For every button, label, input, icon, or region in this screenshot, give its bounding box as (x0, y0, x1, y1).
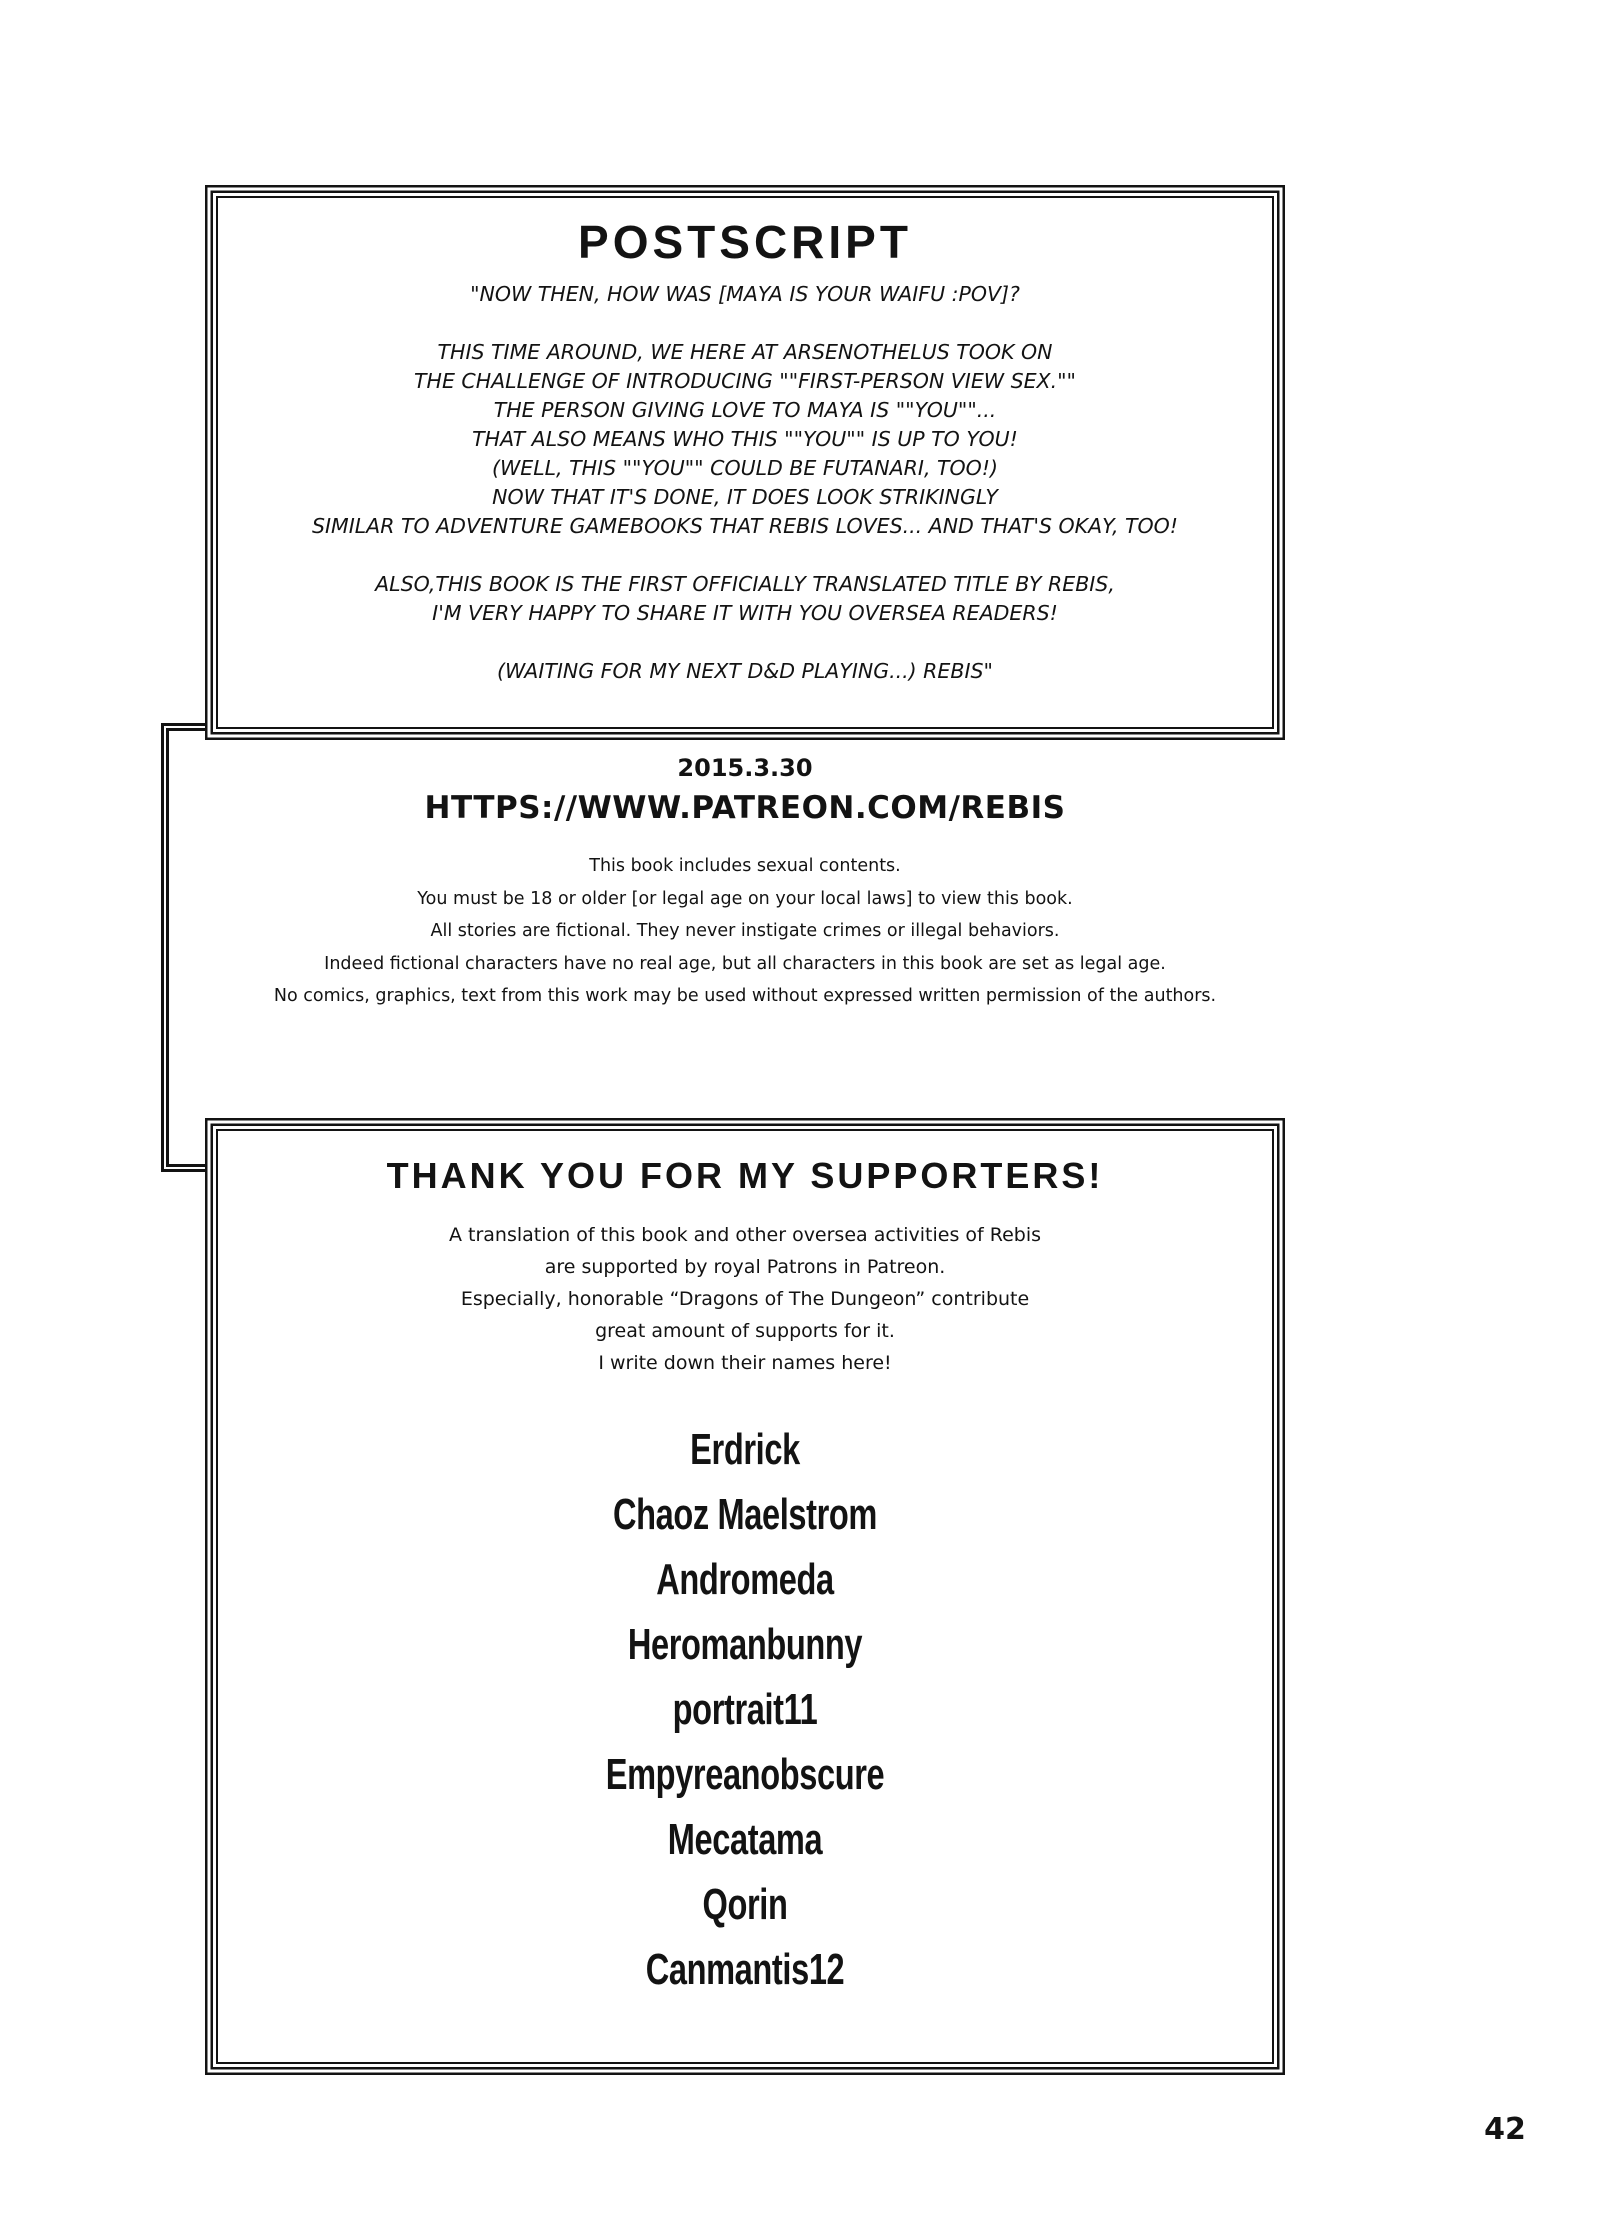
postscript-line: I'M VERY HAPPY TO SHARE IT WITH YOU OVERSEA READERS! (432, 601, 1058, 625)
postscript-line: THE PERSON GIVING LOVE TO MAYA IS ""YOU""... (493, 398, 997, 422)
disclaimer-line: Indeed fictional characters have no real age, but all characters in this book are set as legal age. (324, 953, 1166, 974)
supporter-name: Empyreanobscure (605, 1750, 885, 1799)
postscript-line: NOW THAT IT'S DONE, IT DOES LOOK STRIKINGLY (492, 485, 998, 509)
supporters-intro-line: I write down their names here! (598, 1352, 892, 1374)
supporter-name: Mecatama (667, 1815, 823, 1864)
postscript-line (218, 541, 1272, 570)
supporters-intro-line: are supported by royal Patrons in Patreon. (544, 1256, 946, 1278)
disclaimer-line: You must be 18 or older [or legal age on your local laws] to view this book. (417, 888, 1073, 909)
supporter-name: Heromanbunny (627, 1620, 863, 1669)
postscript-line: SIMILAR TO ADVENTURE GAMEBOOKS THAT REBIS LOVES... AND THAT'S OKAY, TOO! (311, 514, 1179, 538)
patreon-url: HTTPS://WWW.PATREON.COM/REBIS (424, 790, 1066, 826)
supporters-intro-line: Especially, honorable “Dragons of The Dungeon” contribute (460, 1288, 1030, 1310)
postscript-box (216, 196, 1274, 729)
release-date: 2015.3.30 (677, 754, 813, 782)
postscript-line: "NOW THEN, HOW WAS [MAYA IS YOUR WAIFU :POV]? (470, 282, 1020, 306)
disclaimer-text (205, 850, 1285, 1013)
postscript-line: THAT ALSO MEANS WHO THIS ""YOU"" IS UP TO YOU! (472, 427, 1018, 451)
postscript-line (218, 628, 1272, 657)
disclaimer-line: All stories are fictional. They never instigate crimes or illegal behaviors. (430, 921, 1060, 941)
supporters-box (216, 1129, 1274, 2064)
postscript-line: THE CHALLENGE OF INTRODUCING ""FIRST-PERSON VIEW SEX."" (414, 369, 1076, 393)
postscript-line (218, 309, 1272, 338)
supporters-intro (218, 1219, 1272, 1379)
postscript-line: (WELL, THIS ""YOU"" COULD BE FUTANARI, TOO!) (491, 456, 998, 480)
supporters-title: THANK YOU FOR MY SUPPORTERS! (386, 1155, 1104, 1196)
connector-bracket (161, 723, 208, 1172)
colophon (205, 754, 1285, 1013)
supporters-intro-line: great amount of supports for it. (595, 1320, 895, 1342)
supporter-name: Andromeda (656, 1555, 834, 1604)
supporter-name: Qorin (702, 1880, 788, 1929)
postscript-title: POSTSCRIPT (578, 216, 912, 268)
postscript-line: THIS TIME AROUND, WE HERE AT ARSENOTHELUS TOOK ON (437, 340, 1053, 364)
disclaimer-line: This book includes sexual contents. (589, 856, 901, 876)
supporter-name: portrait11 (672, 1685, 818, 1734)
disclaimer-line: No comics, graphics, text from this work may be used without expressed written permission of the authors. (273, 986, 1217, 1006)
supporter-name: Erdrick (690, 1425, 800, 1474)
supporters-intro-line: A translation of this book and other oversea activities of Rebis (448, 1224, 1042, 1246)
supporter-name: Chaoz Maelstrom (612, 1490, 878, 1539)
supporter-name: Canmantis12 (645, 1945, 845, 1994)
supporters-names (218, 1417, 1272, 2002)
page-number: 42 (1484, 2112, 1526, 2147)
postscript-text (218, 280, 1272, 686)
postscript-line: (WAITING FOR MY NEXT D&D PLAYING...) REBIS" (497, 659, 993, 683)
postscript-line: ALSO,THIS BOOK IS THE FIRST OFFICIALLY TRANSLATED TITLE BY REBIS, (375, 572, 1115, 596)
